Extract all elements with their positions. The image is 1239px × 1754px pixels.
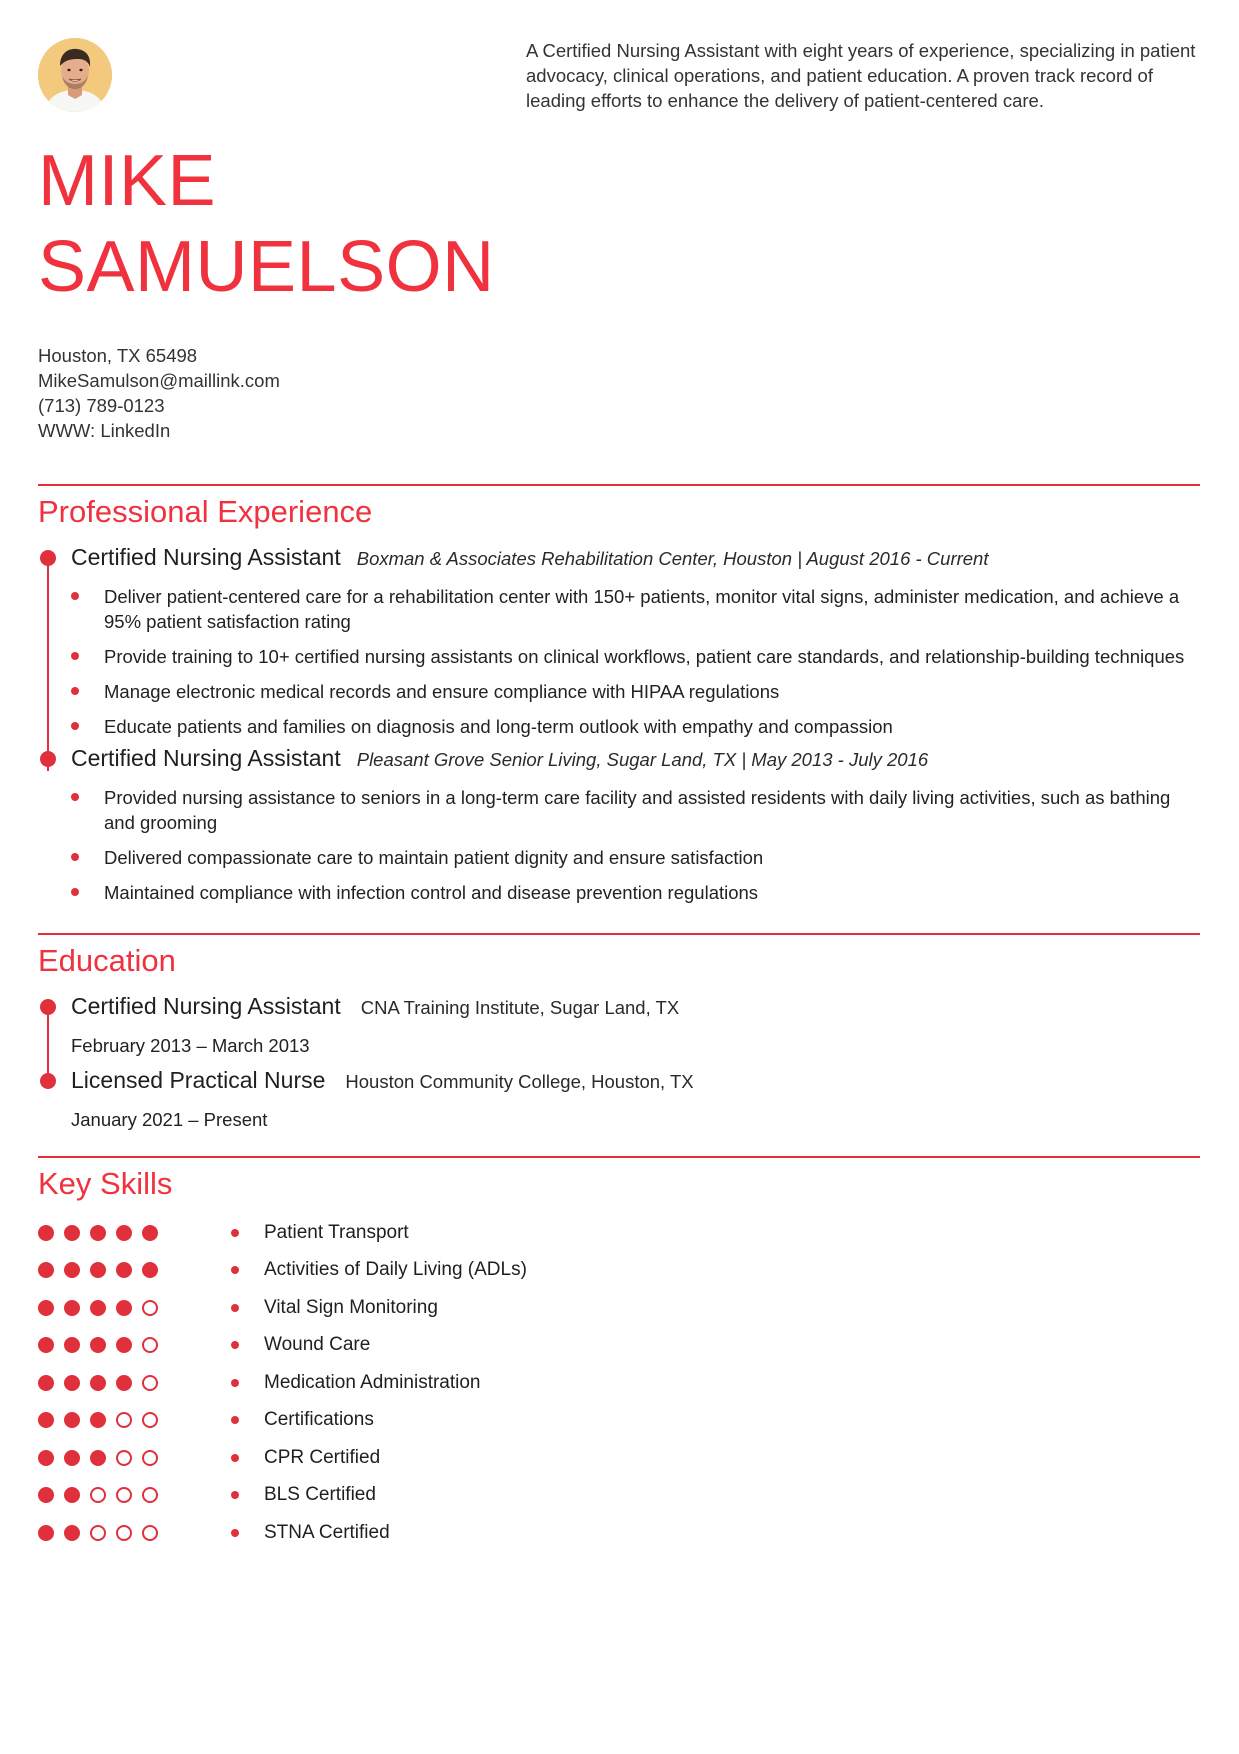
experience-section <box>38 484 1200 905</box>
rating-dot-empty-icon <box>90 1525 106 1541</box>
bullet-dot-icon <box>231 1491 239 1499</box>
bullet-dot-icon <box>231 1454 239 1462</box>
skill-item <box>38 1327 1200 1365</box>
education-entry <box>38 1067 1200 1132</box>
rating-dot-filled-icon <box>64 1487 80 1503</box>
skill-name: STNA Certified <box>264 1521 390 1543</box>
rating-dot-filled-icon <box>116 1375 132 1391</box>
rating-dot-filled-icon <box>116 1262 132 1278</box>
bullet-item <box>71 679 1200 704</box>
job-title: Certified Nursing Assistant <box>71 544 341 570</box>
section-title-education: Education <box>38 943 176 978</box>
skills-section <box>38 1156 1200 1552</box>
skill-rating <box>38 1375 231 1391</box>
rating-dot-filled-icon <box>38 1262 54 1278</box>
bullet-text: Provide training to 10+ certified nursing assistants on clinical workflows, patient care standards, and relationship-building techniques <box>104 646 1185 667</box>
bullet-text: Delivered compassionate care to maintain patient dignity and ensure satisfaction <box>104 847 764 868</box>
rating-dot-empty-icon <box>142 1525 158 1541</box>
bullet-text: Educate patients and families on diagnosis and long-term outlook with empathy and compassion <box>104 716 893 737</box>
bullet-item <box>71 845 1200 870</box>
rating-dot-filled-icon <box>38 1487 54 1503</box>
job-bullets <box>71 584 1200 739</box>
skill-rating <box>38 1412 231 1428</box>
rating-dot-empty-icon <box>116 1525 132 1541</box>
rating-dot-empty-icon <box>116 1412 132 1428</box>
timeline-dot <box>40 751 56 767</box>
bullet-dot-icon <box>231 1266 239 1274</box>
bullet-dot-icon <box>71 652 79 660</box>
timeline-dot <box>40 1073 56 1089</box>
rating-dot-filled-icon <box>38 1225 54 1241</box>
bullet-item <box>71 880 1200 905</box>
email-link[interactable]: MikeSamulson@maillink.com <box>38 370 280 391</box>
bullet-text: Deliver patient-centered care for a rehabilitation center with 150+ patients, monitor vital signs, administer medication, and achieve a 95% patient satisfaction rating <box>104 586 1180 632</box>
bullet-dot-icon <box>231 1229 239 1237</box>
job-entry <box>38 745 1200 905</box>
job-employer-dates: Boxman & Associates Rehabilitation Center, Houston | August 2016 - Current <box>356 548 989 569</box>
avatar <box>38 38 112 112</box>
rating-dot-filled-icon <box>90 1375 106 1391</box>
skill-rating <box>38 1300 231 1316</box>
job-bullets <box>71 785 1200 905</box>
skill-rating <box>38 1225 231 1241</box>
skill-item <box>38 1402 1200 1440</box>
bullet-item <box>71 785 1200 835</box>
degree-title: Certified Nursing Assistant <box>71 993 341 1019</box>
avatar-portrait <box>38 38 112 112</box>
rating-dot-filled-icon <box>90 1262 106 1278</box>
skill-name: Certifications <box>264 1409 374 1431</box>
professional-summary: A Certified Nursing Assistant with eight years of experience, specializing in patient advocacy, clinical operations, and patient education. A proven track record of leading efforts to enhance the delivery of patient-centered care. <box>526 40 1196 111</box>
rating-dot-empty-icon <box>116 1450 132 1466</box>
rating-dot-filled-icon <box>90 1412 106 1428</box>
bullet-dot-icon <box>231 1341 239 1349</box>
education-dates: January 2021 – Present <box>71 1109 268 1130</box>
bullet-dot-icon <box>71 853 79 861</box>
education-entry <box>38 993 1200 1058</box>
skills-list <box>38 1214 1200 1552</box>
rating-dot-empty-icon <box>142 1450 158 1466</box>
rating-dot-empty-icon <box>142 1337 158 1353</box>
skill-name: CPR Certified <box>264 1446 381 1468</box>
education-dates: February 2013 – March 2013 <box>71 1035 310 1056</box>
school-name: Houston Community College, Houston, TX <box>345 1071 694 1092</box>
skill-name: Vital Sign Monitoring <box>264 1296 438 1318</box>
bullet-item <box>71 644 1200 669</box>
rating-dot-filled-icon <box>142 1262 158 1278</box>
skill-name: Wound Care <box>264 1334 371 1356</box>
job-header <box>71 544 1200 578</box>
bullet-dot-icon <box>231 1304 239 1312</box>
skill-name: BLS Certified <box>264 1484 376 1506</box>
rating-dot-filled-icon <box>38 1450 54 1466</box>
rating-dot-filled-icon <box>116 1225 132 1241</box>
skill-rating <box>38 1262 231 1278</box>
skill-item <box>38 1289 1200 1327</box>
rating-dot-filled-icon <box>64 1375 80 1391</box>
last-name: SAMUELSON <box>38 227 495 307</box>
skill-rating <box>38 1337 231 1353</box>
skill-name: Activities of Daily Living (ADLs) <box>264 1259 527 1281</box>
rating-dot-filled-icon <box>64 1412 80 1428</box>
bullet-text: Provided nursing assistance to seniors in a long-term care facility and assisted residents with daily living activities, such as bathing and grooming <box>104 787 1171 833</box>
skill-name: Patient Transport <box>264 1221 409 1243</box>
education-timeline <box>38 993 1200 1132</box>
bullet-text: Maintained compliance with infection control and disease prevention regulations <box>104 882 759 903</box>
job-title: Certified Nursing Assistant <box>71 745 341 771</box>
rating-dot-filled-icon <box>38 1300 54 1316</box>
rating-dot-empty-icon <box>90 1487 106 1503</box>
rating-dot-filled-icon <box>64 1300 80 1316</box>
bullet-dot-icon <box>231 1529 239 1537</box>
job-entry <box>38 544 1200 739</box>
bullet-dot-icon <box>71 592 79 600</box>
rating-dot-filled-icon <box>90 1225 106 1241</box>
rating-dot-filled-icon <box>142 1225 158 1241</box>
bullet-dot-icon <box>231 1379 239 1387</box>
bullet-text: Manage electronic medical records and ensure compliance with HIPAA regulations <box>104 681 780 702</box>
website-link[interactable]: WWW: LinkedIn <box>38 420 171 441</box>
phone-number: (713) 789-0123 <box>38 395 165 416</box>
skill-item <box>38 1214 1200 1252</box>
skill-item <box>38 1439 1200 1477</box>
skill-rating <box>38 1487 231 1503</box>
rating-dot-empty-icon <box>142 1375 158 1391</box>
skill-name: Medication Administration <box>264 1371 481 1393</box>
skill-item <box>38 1252 1200 1290</box>
skill-rating <box>38 1450 231 1466</box>
school-name: CNA Training Institute, Sugar Land, TX <box>360 997 680 1018</box>
degree-title: Licensed Practical Nurse <box>71 1067 326 1093</box>
bullet-dot-icon <box>231 1416 239 1424</box>
rating-dot-empty-icon <box>142 1300 158 1316</box>
education-section <box>38 933 1200 1132</box>
rating-dot-filled-icon <box>64 1337 80 1353</box>
education-header <box>71 993 1200 1027</box>
timeline-dot <box>40 550 56 566</box>
candidate-name <box>38 138 495 310</box>
job-header <box>71 745 1200 779</box>
bullet-dot-icon <box>71 687 79 695</box>
first-name: MIKE <box>38 141 217 221</box>
rating-dot-filled-icon <box>116 1337 132 1353</box>
rating-dot-filled-icon <box>116 1300 132 1316</box>
contact-info <box>38 343 280 443</box>
rating-dot-filled-icon <box>64 1225 80 1241</box>
rating-dot-filled-icon <box>90 1337 106 1353</box>
rating-dot-empty-icon <box>116 1487 132 1503</box>
bullet-item <box>71 714 1200 739</box>
rating-dot-filled-icon <box>38 1525 54 1541</box>
rating-dot-filled-icon <box>64 1450 80 1466</box>
experience-timeline <box>38 544 1200 905</box>
rating-dot-empty-icon <box>142 1412 158 1428</box>
rating-dot-empty-icon <box>142 1487 158 1503</box>
skill-rating <box>38 1525 231 1541</box>
bullet-item <box>71 584 1200 634</box>
bullet-dot-icon <box>71 888 79 896</box>
section-title-skills: Key Skills <box>38 1166 173 1201</box>
rating-dot-filled-icon <box>90 1450 106 1466</box>
rating-dot-filled-icon <box>38 1337 54 1353</box>
section-title-experience: Professional Experience <box>38 494 373 529</box>
skill-item <box>38 1514 1200 1552</box>
job-employer-dates: Pleasant Grove Senior Living, Sugar Land, TX | May 2013 - July 2016 <box>356 749 929 770</box>
skill-item <box>38 1477 1200 1515</box>
rating-dot-filled-icon <box>38 1412 54 1428</box>
bullet-dot-icon <box>71 793 79 801</box>
education-header <box>71 1067 1200 1101</box>
timeline-dot <box>40 999 56 1015</box>
rating-dot-filled-icon <box>90 1300 106 1316</box>
rating-dot-filled-icon <box>38 1375 54 1391</box>
bullet-dot-icon <box>71 722 79 730</box>
resume-page <box>38 0 1200 1754</box>
rating-dot-filled-icon <box>64 1262 80 1278</box>
address: Houston, TX 65498 <box>38 345 198 366</box>
skill-item <box>38 1364 1200 1402</box>
rating-dot-filled-icon <box>64 1525 80 1541</box>
